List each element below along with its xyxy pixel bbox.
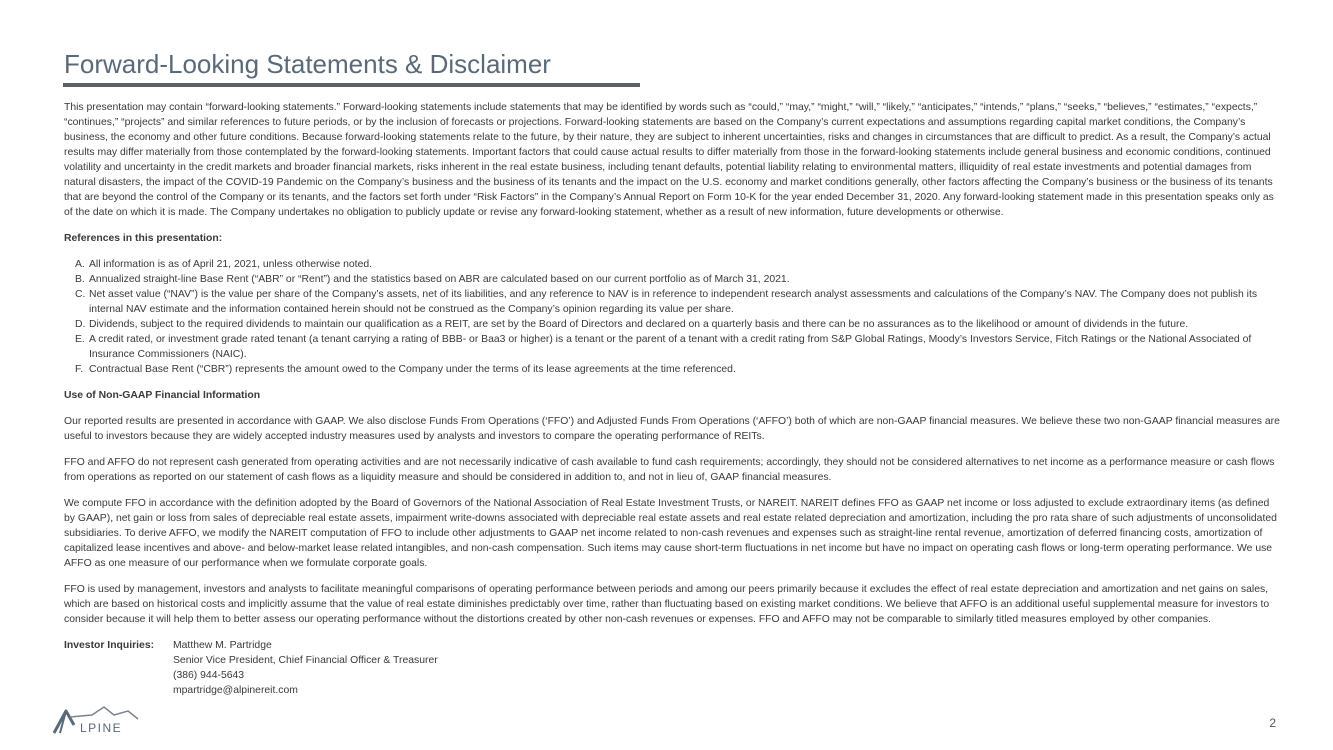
reference-item: B. Annualized straight-line Base Rent (“ABR” or “Rent”) and the statistics based on ABR are calculated based on our current portfolio as of March 31, 2021. [75, 274, 790, 285]
svg-text:LPINE: LPINE [80, 721, 123, 735]
references-heading: References in this presentation: [64, 233, 223, 244]
nongaap-paragraph: Our reported results are presented in accordance with GAAP. We also disclose Funds From Operations (‘FFO’) and Adjusted Funds From Operations (‘AFFO’) both of which are non-GAAP financial measures. We believe these two non-GAAP financial measures are useful to investors because they are widely accepted industry measures used by analysts and investors to compare the operating performance of REITs. [64, 416, 1280, 442]
contact-name: Matthew M. Partridge [173, 640, 272, 651]
contact-role: Senior Vice President, Chief Financial Officer & Treasurer [173, 655, 438, 666]
reference-item: C. Net asset value (“NAV”) is the value per share of the Company’s assets, net of its liabilities, and any reference to NAV is in reference to independent research analyst assessments and calculations of the Company’s NAV. The Company does not publish its internal NAV estimate and the information contained herein should not be construed as the Company’s opinion regarding its value per share. [75, 289, 1258, 315]
disclaimer-body [64, 100, 1282, 698]
inquiries-label: Investor Inquiries: [64, 640, 155, 651]
contact-email[interactable]: mpartridge@alpinereit.com [173, 685, 298, 696]
nongaap-heading: Use of Non-GAAP Financial Information [64, 390, 261, 401]
contact-phone: (386) 944-5643 [173, 670, 245, 681]
reference-item: E. A credit rated, or investment grade rated tenant (a tenant carrying a rating of BBB- or Baa3 or higher) is a tenant or the parent of a tenant with a credit rating from S&P Global Ratings, Moody’s Investors Service, Fitch Ratings or the National Associated of Insurance Commissioners (NAIC). [75, 334, 1252, 360]
page-number: 2 [1269, 716, 1276, 730]
page-title: Forward-Looking Statements & Disclaimer [64, 49, 551, 79]
nongaap-paragraph: We compute FFO in accordance with the definition adopted by the Board of Governors of the National Association of Real Estate Investment Trusts, or NAREIT. NAREIT defines FFO as GAAP net income or loss adjusted to exclude extraordinary items (as defined by GAAP), net gain or loss from sales of depreciable real estate assets, impairment write-downs associated with depreciable real estate assets and real estate related depreciation and amortization, including the pro rata share of such adjustments of unconsolidated subsidiaries. To derive AFFO, we modify the NAREIT computation of FFO to include other adjustments to GAAP net income related to non-cash revenues and expenses such as straight-line rental revenue, amortization of deferred financing costs, amortization of capitalized lease incentives and above- and below-market lease related intangibles, and non-cash compensation. Such items may cause short-term fluctuations in net income but have no impact on operating cash flows or long-term operating performance. We use AFFO as one measure of our performance when we formulate corporate goals. [64, 498, 1277, 569]
references-list [75, 257, 1282, 377]
nongaap-paragraph: FFO and AFFO do not represent cash generated from operating activities and are not necessarily indicative of cash available to fund cash requirements; accordingly, they should not be considered alternatives to net income as a performance measure or cash flows from operations as reported on our statement of cash flows as a liquidity measure and should be considered in addition to, and not in lieu of, GAAP financial measures. [64, 457, 1275, 483]
reference-item: F. Contractual Base Rent (“CBR”) represents the amount owed to the Company under the terms of its lease agreements at the time referenced. [75, 364, 736, 375]
intro-paragraph: This presentation may contain “forward-looking statements.” Forward-looking statements include statements that may be identified by words such as “could,” “may,” “might,” “will,” “likely,” “anticipates,” “intends,” “plans,” “seeks,” “believes,” “estimates,” “expects,” “continues,” “projects” and similar references to future periods, or by the inclusion of forecasts or projections. Forward-looking statements are based on the Company’s current expectations and assumptions regarding capital market conditions, the Company’s business, the economy and other future conditions. Because forward-looking statements relate to the future, by their nature, they are subject to inherent uncertainties, risks and changes in circumstances that are difficult to predict. As a result, the Company’s actual results may differ materially from those contemplated by the forward-looking statements. Important factors that could cause actual results to differ materially from those in the forward-looking statements include general business and economic conditions, continued volatility and uncertainty in the credit markets and broader financial markets, risks inherent in the real estate business, including tenant defaults, potential liability relating to environmental matters, illiquidity of real estate investments and potential damages from natural disasters, the impact of the COVID-19 Pandemic on the Company’s business and the business of its tenants and the impact on the U.S. economy and market conditions generally, other factors affecting the Company’s business or the business of its tenants that are beyond the control of the Company or its tenants, and the factors set forth under “Risk Factors” in the Company’s Annual Report on Form 10-K for the year ended December 31, 2020. Any forward-looking statement made in this presentation speaks only as of the date on which it is made. The Company undertakes no obligation to publicly update or revise any forward-looking statement, whether as a result of new information, future developments or otherwise. [64, 102, 1274, 218]
alpine-logo [52, 703, 142, 737]
reference-item: A. All information is as of April 21, 2021, unless otherwise noted. [75, 259, 373, 270]
nongaap-paragraph: FFO is used by management, investors and analysts to facilitate meaningful comparisons of operating performance between periods and among our peers primarily because it excludes the effect of real estate depreciation and amortization and net gains on sales, which are based on historical costs and implicitly assume that the value of real estate diminishes predictably over time, rather than fluctuating based on existing market conditions. We believe that AFFO is an additional useful supplemental measure for investors to consider because it will help them to better assess our operating performance without the distortions created by other non-cash revenues or expenses. FFO and AFFO may not be comparable to similarly titled measures employed by other companies. [64, 584, 1270, 625]
reference-item: D. Dividends, subject to the required dividends to maintain our qualification as a REIT, are set by the Board of Directors and declared on a quarterly basis and there can be no assurances as to the likelihood or amount of dividends in the future. [75, 319, 1189, 330]
title-underline [63, 83, 640, 87]
investor-inquiries [64, 638, 1282, 698]
alpine-mountain-logo-icon [52, 703, 142, 737]
